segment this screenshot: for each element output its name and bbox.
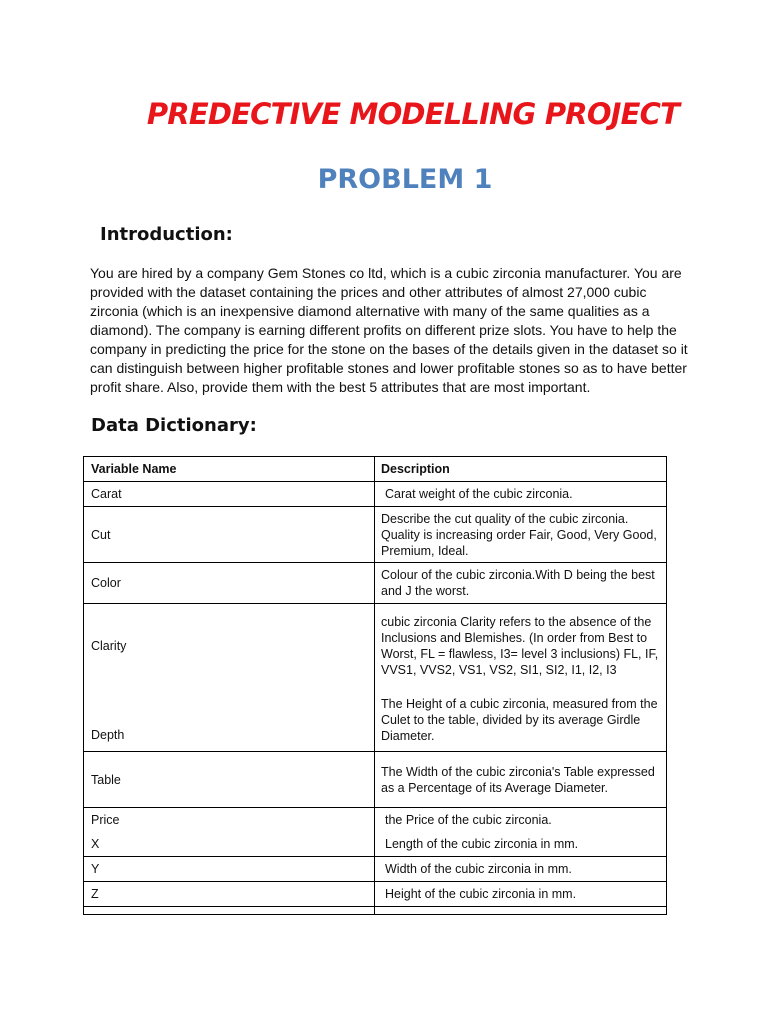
empty-cell: [375, 907, 667, 915]
table-row: [84, 563, 667, 604]
description-cell: [375, 857, 667, 882]
description-text: the Price of the cubic zirconia.: [385, 813, 552, 827]
document-title: PREDECTIVE MODELLING PROJECT: [146, 97, 680, 131]
data-dictionary-table: [83, 456, 667, 915]
table-row: [84, 507, 667, 563]
description-text: Height of the cubic zirconia in mm.: [385, 887, 577, 901]
table-row: [84, 604, 667, 689]
variable-name-cell: Depth: [84, 688, 375, 752]
variable-name-cell: X: [84, 832, 375, 857]
column-header-description: Description: [375, 457, 667, 482]
table-row: [84, 882, 667, 907]
description-text: The Width of the cubic zirconia's Table expressed as a Percentage of its Average Diameter.: [381, 764, 655, 795]
problem-heading: PROBLEM 1: [317, 164, 493, 195]
table-row: [84, 832, 667, 857]
description-cell: [375, 604, 667, 689]
empty-table-row: [84, 907, 667, 915]
description-cell: [375, 808, 667, 833]
table-row: [84, 752, 667, 808]
table-row: [84, 482, 667, 507]
description-cell: [375, 688, 667, 752]
variable-name-cell: Cut: [84, 507, 375, 563]
variable-name-cell: Color: [84, 563, 375, 604]
table-row: [84, 808, 667, 833]
table-header-row: [84, 457, 667, 482]
variable-name-cell: Clarity: [84, 604, 375, 689]
description-cell: [375, 563, 667, 604]
description-text: Colour of the cubic zirconia.With D being the best and J the worst.: [381, 568, 655, 598]
table-row: [84, 688, 667, 752]
description-cell: [375, 507, 667, 563]
introduction-heading: Introduction:: [100, 224, 233, 245]
variable-name-cell: Price: [84, 808, 375, 833]
description-text: The Height of a cubic zirconia, measured from the Culet to the table, divided by its average Girdle Diameter.: [381, 696, 658, 743]
variable-name-cell: Carat: [84, 482, 375, 507]
description-cell: [375, 882, 667, 907]
description-text: Describe the cut quality of the cubic zirconia. Quality is increasing order Fair, Good, Very Good, Premium, Ideal.: [381, 511, 657, 558]
variable-name-cell: Z: [84, 882, 375, 907]
variable-name-cell: Table: [84, 752, 375, 808]
column-header-variable-name: Variable Name: [84, 457, 375, 482]
description-cell: [375, 482, 667, 507]
table-row: [84, 857, 667, 882]
empty-cell: [84, 907, 375, 915]
description-text: Length of the cubic zirconia in mm.: [385, 837, 579, 851]
description-cell: [375, 752, 667, 808]
description-cell: [375, 832, 667, 857]
description-text: Width of the cubic zirconia in mm.: [385, 862, 572, 876]
description-text: cubic zirconia Clarity refers to the absence of the Inclusions and Blemishes. (In order from Best to Worst, FL = flawless, I3= level 3 inclusions) FL, IF, VVS1, VVS2, VS1, VS2, SI1, SI2, I1, I2, I3: [381, 615, 659, 677]
variable-name-cell: Y: [84, 857, 375, 882]
data-dictionary-heading: Data Dictionary:: [91, 415, 257, 436]
introduction-paragraph: You are hired by a company Gem Stones co ltd, which is a cubic zirconia manufacturer. You are provided with the dataset containing the prices and other attributes of almost 27,000 cubic zirconia (which is an inexpensive diamond alternative with many of the same qualities as a diamond). The company is earning different profits on different prize slots. You have to help the company in predicting the price for the stone on the bases of the details given in the dataset so it can distinguish between higher profitable stones and lower profitable stones so as to have better profit share. Also, provide them with the best 5 attributes that are most important.: [90, 265, 688, 395]
description-text: Carat weight of the cubic zirconia.: [385, 487, 573, 501]
